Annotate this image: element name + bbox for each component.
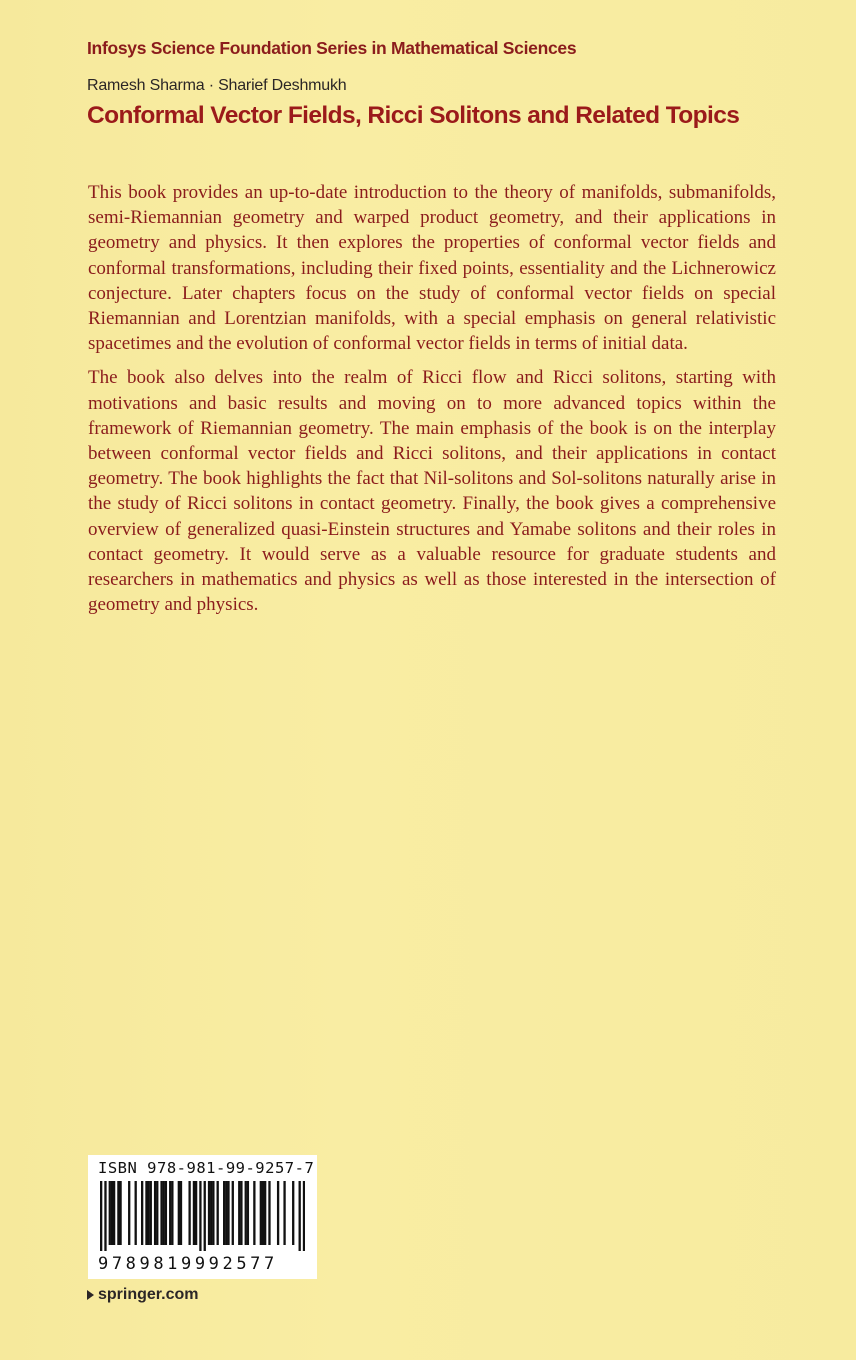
barcode-bar: [145, 1181, 147, 1245]
publisher-website[interactable]: springer.com: [98, 1286, 199, 1303]
barcode-bar: [199, 1181, 201, 1251]
barcode-bar: [277, 1181, 279, 1245]
barcode-bar: [117, 1181, 119, 1245]
barcode-bar: [119, 1181, 121, 1245]
publisher-link[interactable]: [87, 1286, 198, 1304]
book-description: [88, 180, 776, 626]
barcode-bar: [169, 1181, 171, 1245]
barcode-bar: [180, 1181, 182, 1245]
barcode-bar: [193, 1181, 195, 1245]
barcode-bar: [171, 1181, 173, 1245]
barcode-bar: [238, 1181, 240, 1245]
barcode-bar: [260, 1181, 262, 1245]
barcode-bar: [223, 1181, 225, 1245]
isbn-barcode: [88, 1155, 317, 1279]
barcode-bar: [299, 1181, 301, 1251]
barcode-bar: [253, 1181, 255, 1245]
barcode-bar: [160, 1181, 162, 1245]
barcode-bar: [232, 1181, 234, 1245]
authors: Ramesh Sharma · Sharief Deshmukh: [87, 77, 347, 94]
barcode-bar: [147, 1181, 149, 1245]
barcode-bar: [195, 1181, 197, 1245]
barcode-bar: [264, 1181, 266, 1245]
arrow-right-icon: [87, 1290, 94, 1300]
barcode-bar: [135, 1181, 137, 1245]
barcode-bar: [104, 1181, 106, 1251]
barcode-bar: [217, 1181, 219, 1245]
description-paragraph: This book provides an up-to-date introduction to the theory of manifolds, submanifolds, semi-Riemannian geometry and warped product geometry, and their applications in geometry and physics. It then explores the properties of conformal vector fields and conformal transformations, including their fixed points, essentiality and the Lichnerowicz conjecture. Later chapters focus on the study of conformal vector fields on special Riemannian and Lorentzian manifolds, with a special emphasis on general relativistic spacetimes and the evolution of conformal vector fields in terms of initial data.: [88, 182, 776, 355]
barcode-bar: [292, 1181, 294, 1245]
barcode-bar: [303, 1181, 305, 1251]
series-title: Infosys Science Foundation Series in Mathematical Sciences: [87, 38, 577, 58]
barcode-digits: 9789819992577: [98, 1254, 278, 1274]
barcode-bar: [247, 1181, 249, 1245]
barcode-bar: [113, 1181, 115, 1245]
barcode-bar: [188, 1181, 190, 1245]
barcode-bar: [268, 1181, 270, 1245]
barcode-bar: [283, 1181, 285, 1245]
barcode-bar: [165, 1181, 167, 1245]
barcode-bar: [204, 1181, 206, 1251]
barcode-bar: [240, 1181, 242, 1245]
isbn-label: ISBN 978-981-99-9257-7: [98, 1159, 315, 1177]
barcode-bar: [150, 1181, 152, 1245]
barcode-bar: [111, 1181, 113, 1245]
barcode-bar: [100, 1181, 102, 1251]
barcode-bar: [156, 1181, 158, 1245]
barcode-bar: [208, 1181, 210, 1245]
barcode-bar: [109, 1181, 111, 1245]
barcode-bar: [225, 1181, 227, 1245]
barcode-bar: [262, 1181, 264, 1245]
barcode-bar: [141, 1181, 143, 1245]
barcode-bar: [210, 1181, 212, 1245]
description-paragraph: The book also delves into the realm of Ricci flow and Ricci solitons, starting with motivations and basic results and moving on to more advanced topics within the framework of Riemannian geometry. The main emphasis of the book is on the interplay between conformal vector fields and Ricci solitons, and their applications in contact geometry. The book highlights the fact that Nil-solitons and Sol-solitons naturally arise in the study of Ricci solitons in contact geometry. Finally, the book gives a comprehensive overview of generalized quasi-Einstein structures and Yamabe solitons and their roles in contact geometry. It would serve as a valuable resource for graduate students and researchers in mathematics and physics as well as those interested in the intersection of geometry and physics.: [88, 367, 776, 616]
barcode-bar: [154, 1181, 156, 1245]
barcode-bar: [245, 1181, 247, 1245]
barcode-bar: [163, 1181, 165, 1245]
barcode-bar: [178, 1181, 180, 1245]
barcode-bar: [212, 1181, 214, 1245]
barcode-bars: [100, 1181, 305, 1251]
book-title: Conformal Vector Fields, Ricci Solitons and Related Topics: [87, 102, 740, 129]
barcode-bar: [128, 1181, 130, 1245]
barcode-bar: [227, 1181, 229, 1245]
